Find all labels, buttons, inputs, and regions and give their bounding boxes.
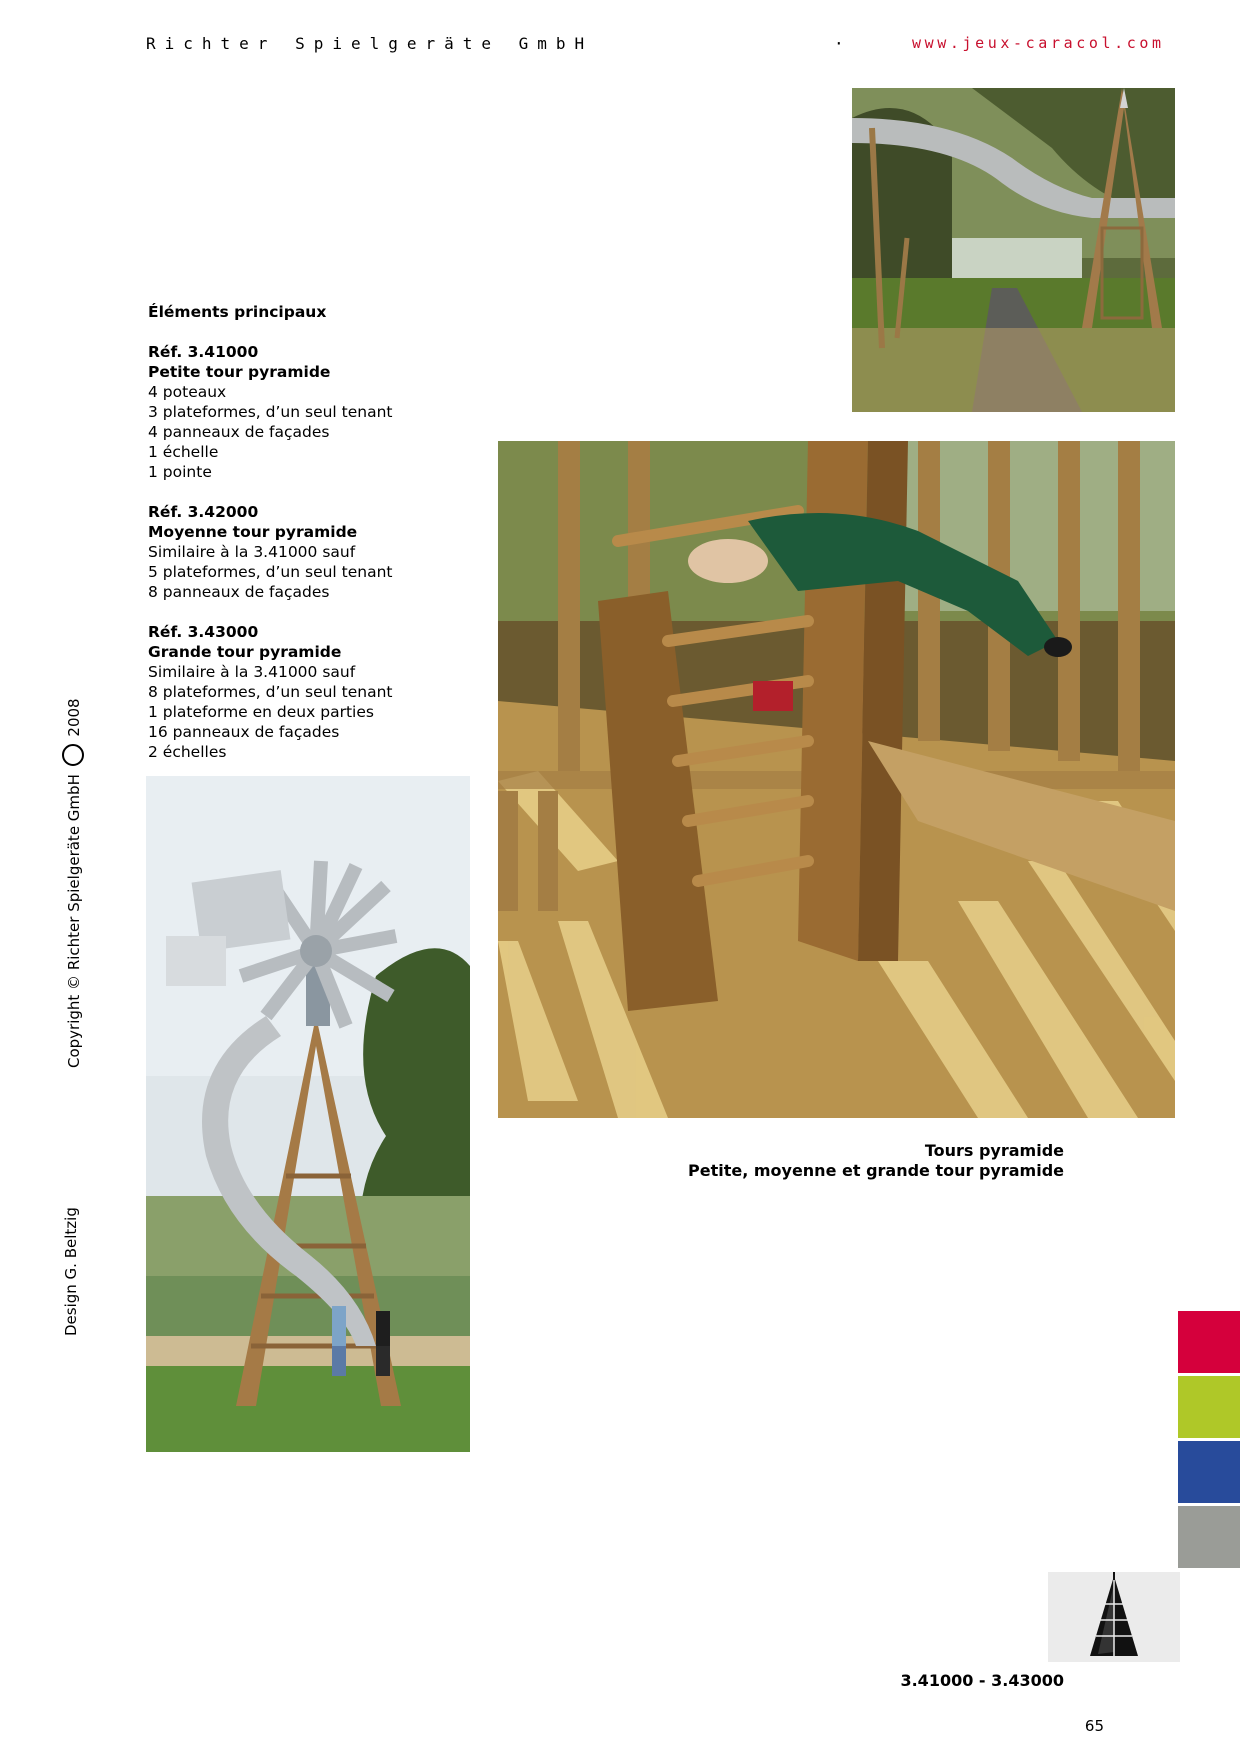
product-1-line: 1 pointe — [148, 463, 212, 481]
copyright-year: 2008 — [65, 698, 83, 737]
caption-title: Tours pyramide — [924, 1141, 1064, 1160]
photo-slide-park — [852, 88, 1175, 412]
photo-windmill-tower — [146, 776, 470, 1452]
product-3-name: Grande tour pyramide — [148, 643, 342, 661]
product-2-ref: Réf. 3.42000 — [148, 503, 259, 521]
header-company: Richter Spielgeräte GmbH — [146, 34, 594, 53]
product-3-line: Similaire à la 3.41000 sauf — [148, 663, 356, 681]
product-1-line: 4 poteaux — [148, 383, 227, 401]
caption-subtitle: Petite, moyenne et grande tour pyramide — [687, 1161, 1064, 1180]
product-2-line: 5 plateformes, d’un seul tenant — [148, 563, 393, 581]
header-url[interactable]: www.jeux-caracol.com — [912, 34, 1165, 52]
product-1-line: 1 échelle — [148, 443, 219, 461]
product-1-ref: Réf. 3.41000 — [148, 343, 259, 361]
product-3-line: 16 panneaux de façades — [148, 723, 340, 741]
header-separator: · — [834, 34, 853, 53]
product-1-line: 3 plateformes, d’un seul tenant — [148, 403, 393, 421]
copyright-text — [62, 698, 84, 1068]
copyright-label: Copyright © Richter Spielgeräte GmbH — [65, 774, 83, 1068]
product-2-line: Similaire à la 3.41000 sauf — [148, 543, 356, 561]
ref-range: 3.41000 - 3.43000 — [900, 1671, 1064, 1690]
product-3-line: 8 plateformes, d’un seul tenant — [148, 683, 393, 701]
swatch-green — [1178, 1376, 1240, 1438]
swatch-blue — [1178, 1441, 1240, 1503]
swatch-red — [1178, 1311, 1240, 1373]
product-1-name: Petite tour pyramide — [148, 363, 331, 381]
product-1-line: 4 panneaux de façades — [148, 423, 330, 441]
product-3-ref: Réf. 3.43000 — [148, 623, 259, 641]
swatch-gray — [1178, 1506, 1240, 1568]
designer-credit: Design G. Beltzig — [62, 1207, 80, 1336]
product-3-line: 1 plateforme en deux parties — [148, 703, 374, 721]
pyramid-tower-icon — [1048, 1572, 1180, 1662]
product-3-line: 2 échelles — [148, 743, 227, 761]
product-2-name: Moyenne tour pyramide — [148, 523, 358, 541]
richter-logo-icon — [62, 744, 84, 766]
section-title: Éléments principaux — [148, 303, 327, 321]
page-number: 65 — [1084, 1717, 1104, 1735]
photo-tower-interior — [498, 441, 1175, 1118]
product-2-line: 8 panneaux de façades — [148, 583, 330, 601]
